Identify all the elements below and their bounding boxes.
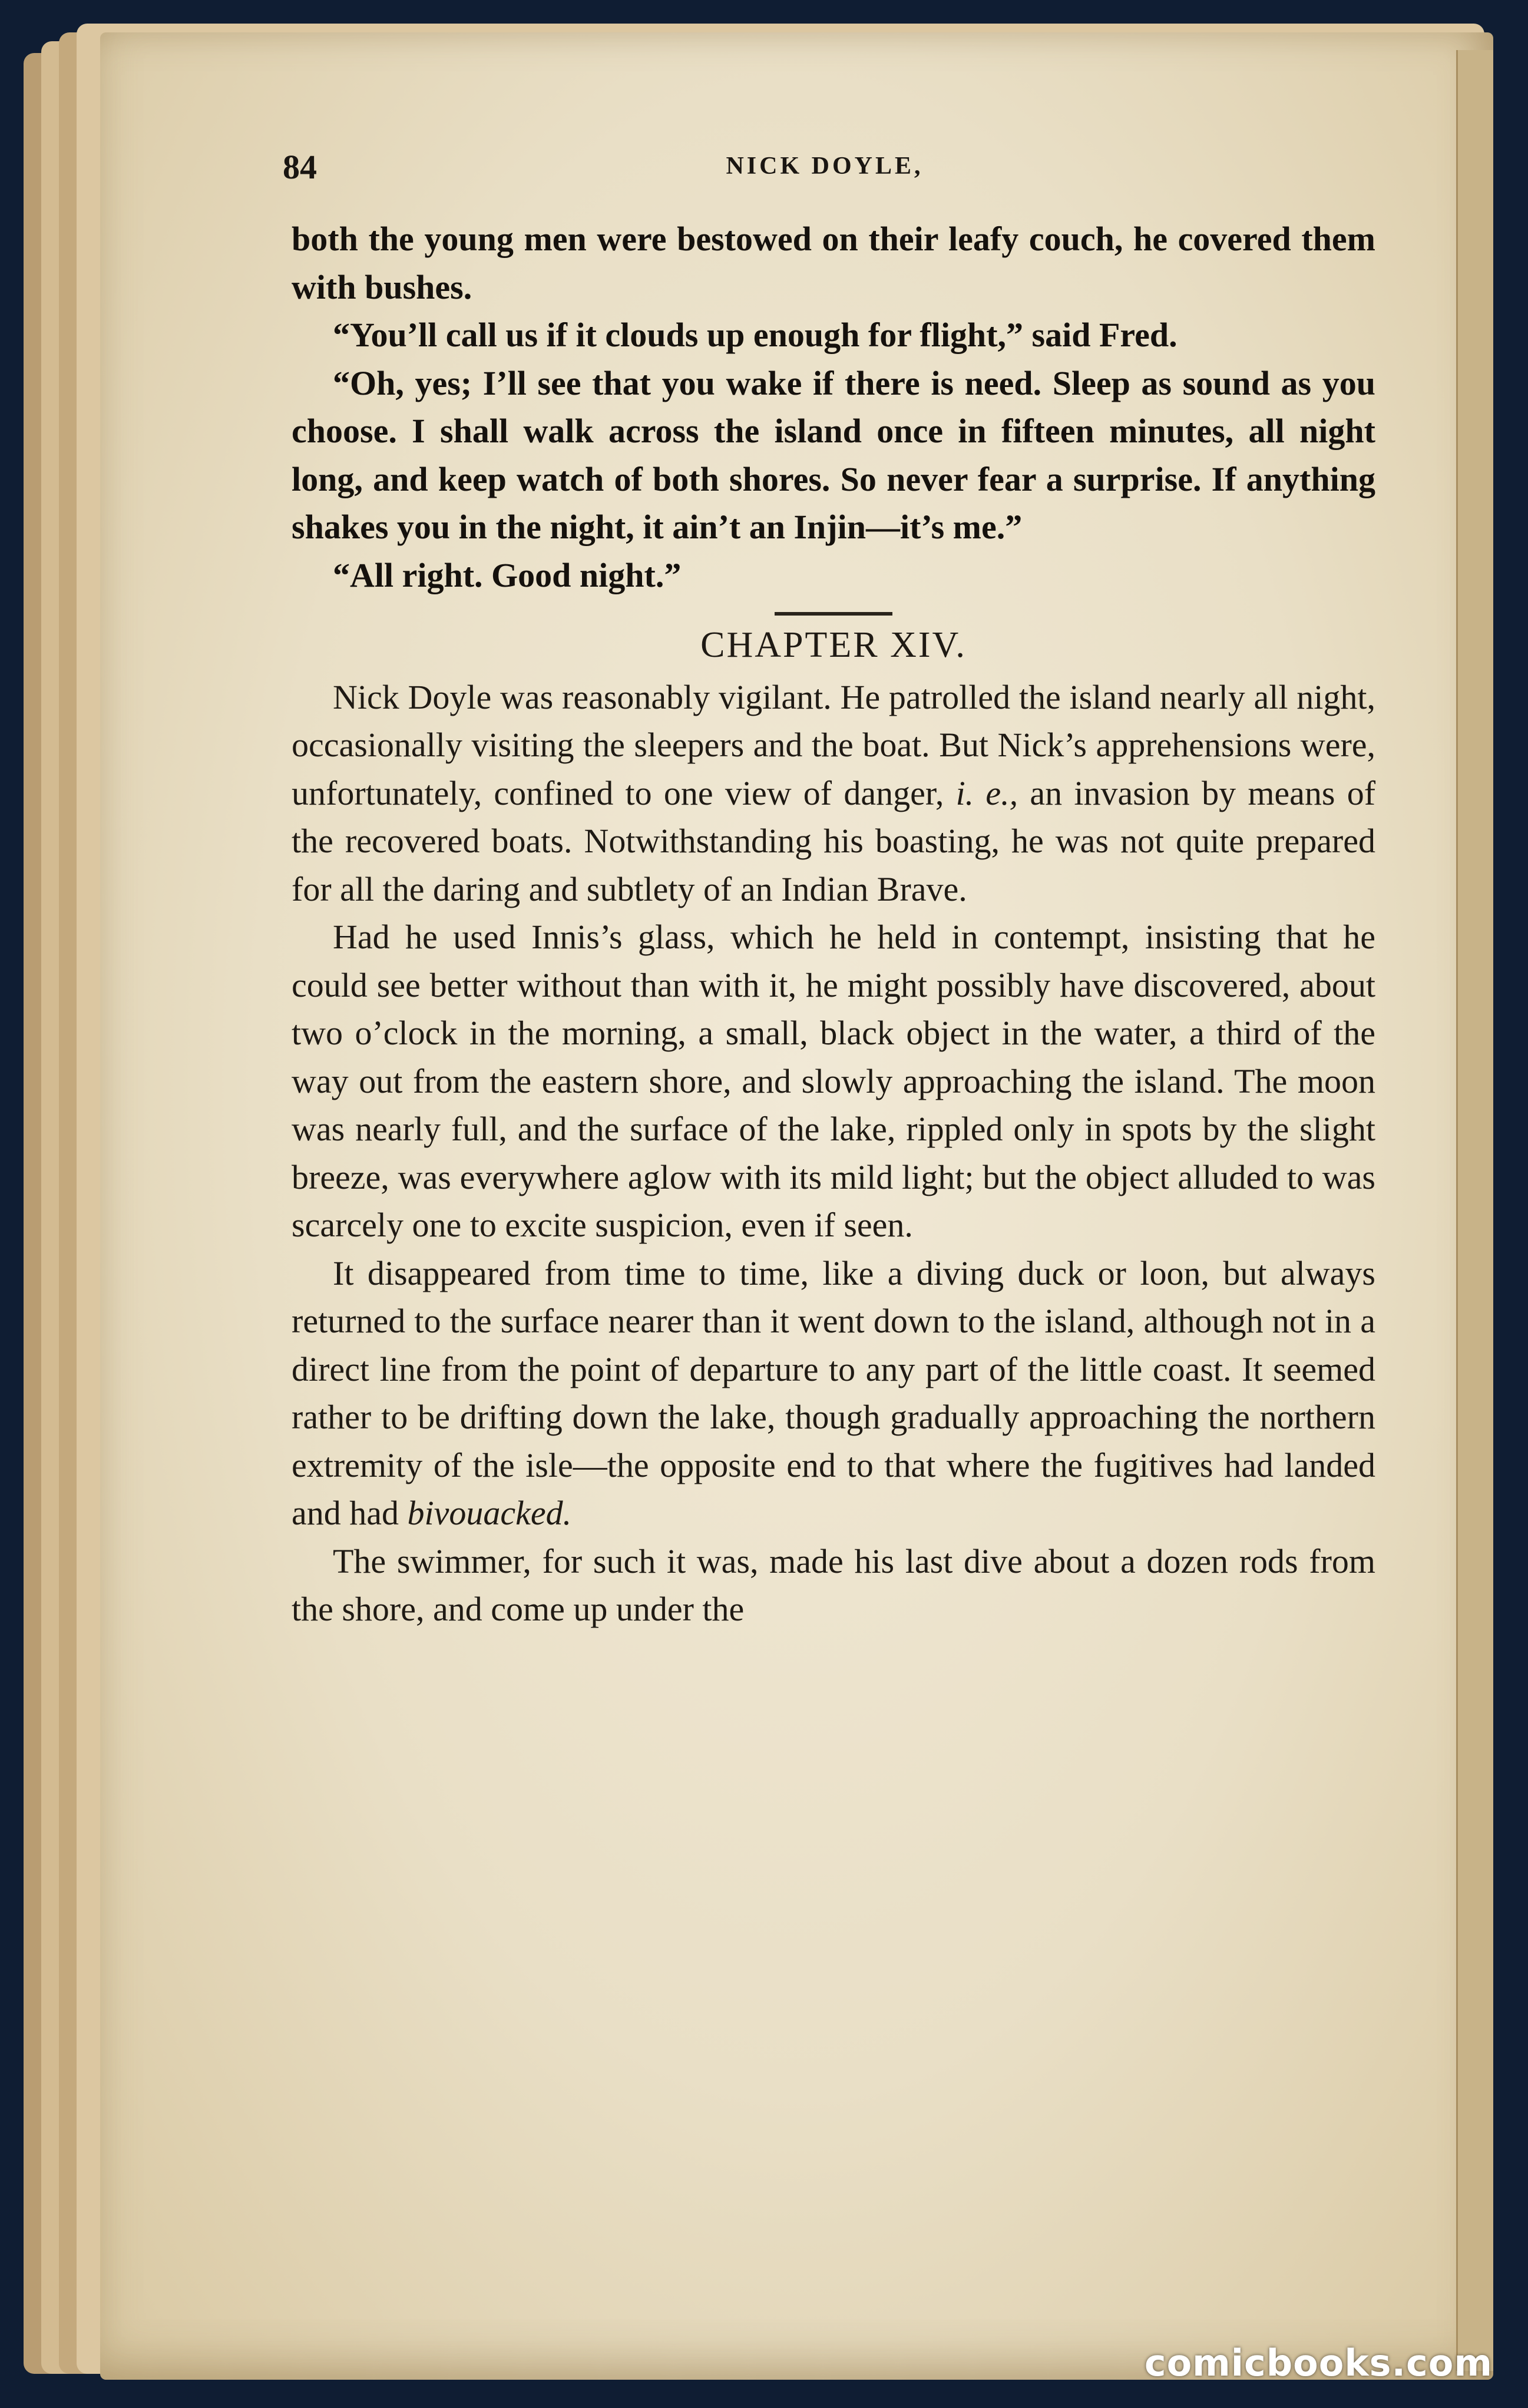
paragraph (292, 1249, 1375, 1537)
page-text (292, 215, 1375, 1633)
paragraph: “You’ll call us if it clouds up enough for flight,” said Fred. (333, 316, 1178, 354)
page-number: 84 (283, 148, 317, 186)
paragraph-italic: i. e., (955, 773, 1018, 812)
chapter-title: CHAPTER XIV. (700, 625, 967, 665)
paragraph-italic: bivouacked. (407, 1494, 572, 1532)
paragraph (292, 913, 1375, 1249)
paragraph-text: an invasion by means of the recovered boats. Notwithstanding his boasting, he was not quite prepared for all the daring and subtlety of an Indian Brave. (292, 773, 1376, 908)
paragraph-text: It disappeared from time to time, like a diving duck or loon, but always returned to the surface nearer than it went down to the island, although not in a direct line from the point of departure to any part of the little coast. It seemed rather to be drifting down the lake, though gradually approaching the northern extremity of the isle—the opposite end to that where the fugitives had landed and had (292, 1253, 1375, 1532)
paragraph (292, 673, 1375, 914)
book-spine (1456, 50, 1493, 2371)
paragraph: “Oh, yes; I’ll see that you wake if there is need. Sleep as sound as you choose. I shall walk across the island once in fifteen minutes, all night long, and keep watch of both shores. So never fear a surprise. If anything shakes you in the night, it ain’t an Injin—it’s me.” (292, 363, 1375, 546)
paragraph: both the young men were bestowed on their leafy couch, he covered them with bushes. (292, 220, 1375, 306)
running-head: NICK DOYLE, (726, 153, 924, 180)
paragraph-text: Nick Doyle was reasonably vigilant. He patrolled the island nearly all night, occasionally visiting the sleepers and the boat. But Nick’s apprehensions were, unfortunately, confined to one view of danger, (292, 677, 1375, 812)
page-header (283, 147, 1367, 200)
paragraph-text: The swimmer, for such it was, made his last dive about a dozen rods from the shore, and come up under the (292, 1542, 1375, 1628)
paragraph (292, 1537, 1375, 1633)
section-rule (775, 612, 892, 616)
watermark: comicbooks.com (1144, 2341, 1493, 2384)
paragraph-text: Had he used Innis’s glass, which he held in contempt, insisting that he could see better without than with it, he might possibly have discovered, about two o’clock in the morning, a small, black object in the water, a third of the way out from the eastern shore, and slowly approaching the island. The moon was nearly full, and the surface of the lake, rippled only in spots by the slight breeze, was everywhere aglow with its mild light; but the object alluded to was scarcely one to excite suspicion, even if seen. (292, 918, 1375, 1244)
paragraph: “All right. Good night.” (333, 555, 682, 594)
